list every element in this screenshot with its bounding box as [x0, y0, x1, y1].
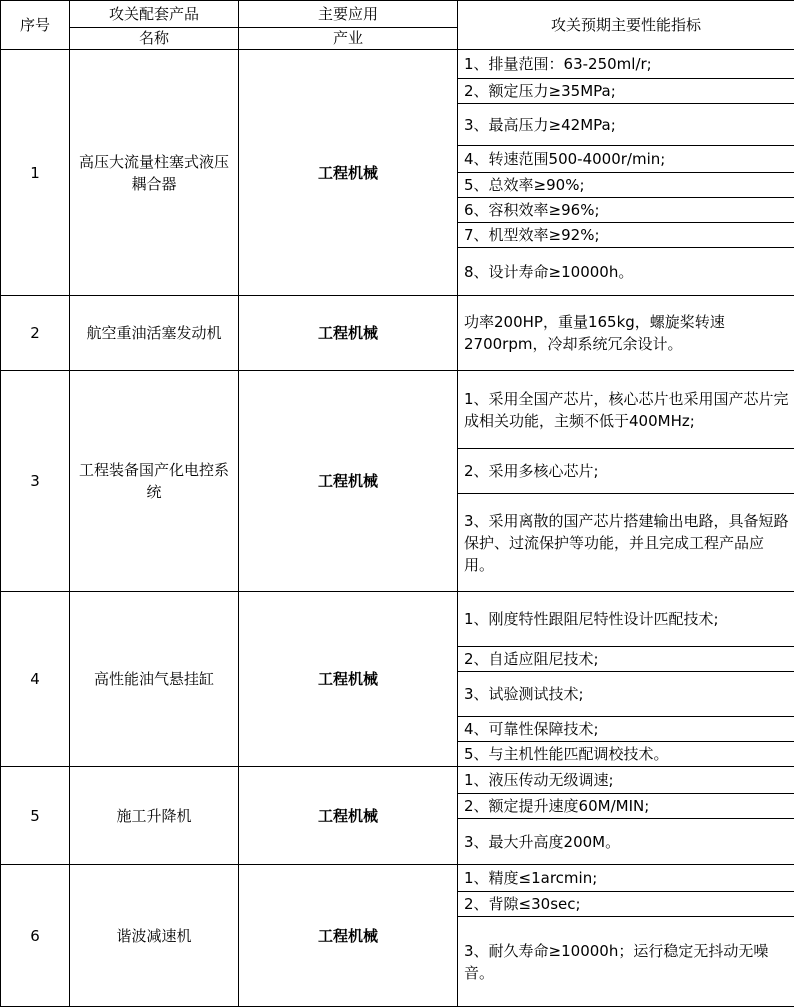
- spec-item: 3、最高压力≥42MPa;: [458, 104, 794, 146]
- row-seq: 4: [1, 592, 70, 767]
- spec-item: 1、液压传动无级调速;: [458, 767, 794, 794]
- header-spec: 攻关预期主要性能指标: [458, 1, 794, 50]
- app-industry: 工程机械: [239, 371, 458, 592]
- spec-item: 4、转速范围500-4000r/min;: [458, 146, 794, 173]
- product-name: 高性能油气悬挂缸: [70, 592, 239, 767]
- app-industry: 工程机械: [239, 767, 458, 865]
- spec-item: 5、与主机性能匹配调校技术。: [458, 742, 794, 767]
- spec-item: 1、精度≤1arcmin;: [458, 865, 794, 892]
- spec-item: 2、采用多核心芯片;: [458, 449, 794, 494]
- table-row: [1, 865, 794, 892]
- app-industry: 工程机械: [239, 296, 458, 371]
- spec-item: 3、试验测试技术;: [458, 672, 794, 717]
- spec-item: 功率200HP，重量165kg，螺旋桨转速2700rpm，冷却系统冗余设计。: [458, 296, 794, 371]
- table-row: [1, 767, 794, 794]
- spec-item: 3、耐久寿命≥10000h；运行稳定无抖动无噪音。: [458, 917, 794, 1007]
- spec-item: 5、总效率≥90%;: [458, 173, 794, 198]
- table-row: [1, 371, 794, 449]
- row-seq: 3: [1, 371, 70, 592]
- spec-item: 2、背隙≤30sec;: [458, 892, 794, 917]
- product-name: 工程装备国产化电控系统: [70, 371, 239, 592]
- header-app-top: 主要应用: [239, 1, 458, 28]
- spec-item: 2、额定压力≥35MPa;: [458, 79, 794, 104]
- spec-item: 1、采用全国产芯片，核心芯片也采用国产芯片完成相关功能，主频不低于400MHz;: [458, 371, 794, 449]
- product-name: 高压大流量柱塞式液压耦合器: [70, 50, 239, 296]
- table-row: [1, 592, 794, 647]
- header-product-bottom: 名称: [70, 28, 239, 50]
- row-seq: 6: [1, 865, 70, 1007]
- product-name: 施工升降机: [70, 767, 239, 865]
- spec-item: 1、排量范围：63-250ml/r;: [458, 50, 794, 79]
- spec-item: 2、额定提升速度60M/MIN;: [458, 794, 794, 819]
- spec-item: 1、刚度特性跟阻尼特性设计匹配技术;: [458, 592, 794, 647]
- table-row: [1, 296, 794, 371]
- spec-item: 3、采用离散的国产芯片搭建输出电路，具备短路保护、过流保护等功能，并且完成工程产品应用。: [458, 494, 794, 592]
- product-name: 谐波减速机: [70, 865, 239, 1007]
- spec-item: 3、最大升高度200M。: [458, 819, 794, 865]
- app-industry: 工程机械: [239, 865, 458, 1007]
- row-seq: 5: [1, 767, 70, 865]
- spec-item: 8、设计寿命≥10000h。: [458, 248, 794, 296]
- header-seq: 序号: [1, 1, 70, 50]
- row-seq: 2: [1, 296, 70, 371]
- product-name: 航空重油活塞发动机: [70, 296, 239, 371]
- spec-item: 7、机型效率≥92%;: [458, 223, 794, 248]
- table-row: [1, 50, 794, 79]
- spec-item: 2、自适应阻尼技术;: [458, 647, 794, 672]
- spec-item: 6、容积效率≥96%;: [458, 198, 794, 223]
- app-industry: 工程机械: [239, 592, 458, 767]
- header-app-bottom: 产业: [239, 28, 458, 50]
- header-row: [1, 1, 794, 28]
- header-product-top: 攻关配套产品: [70, 1, 239, 28]
- spec-item: 4、可靠性保障技术;: [458, 717, 794, 742]
- app-industry: 工程机械: [239, 50, 458, 296]
- row-seq: 1: [1, 50, 70, 296]
